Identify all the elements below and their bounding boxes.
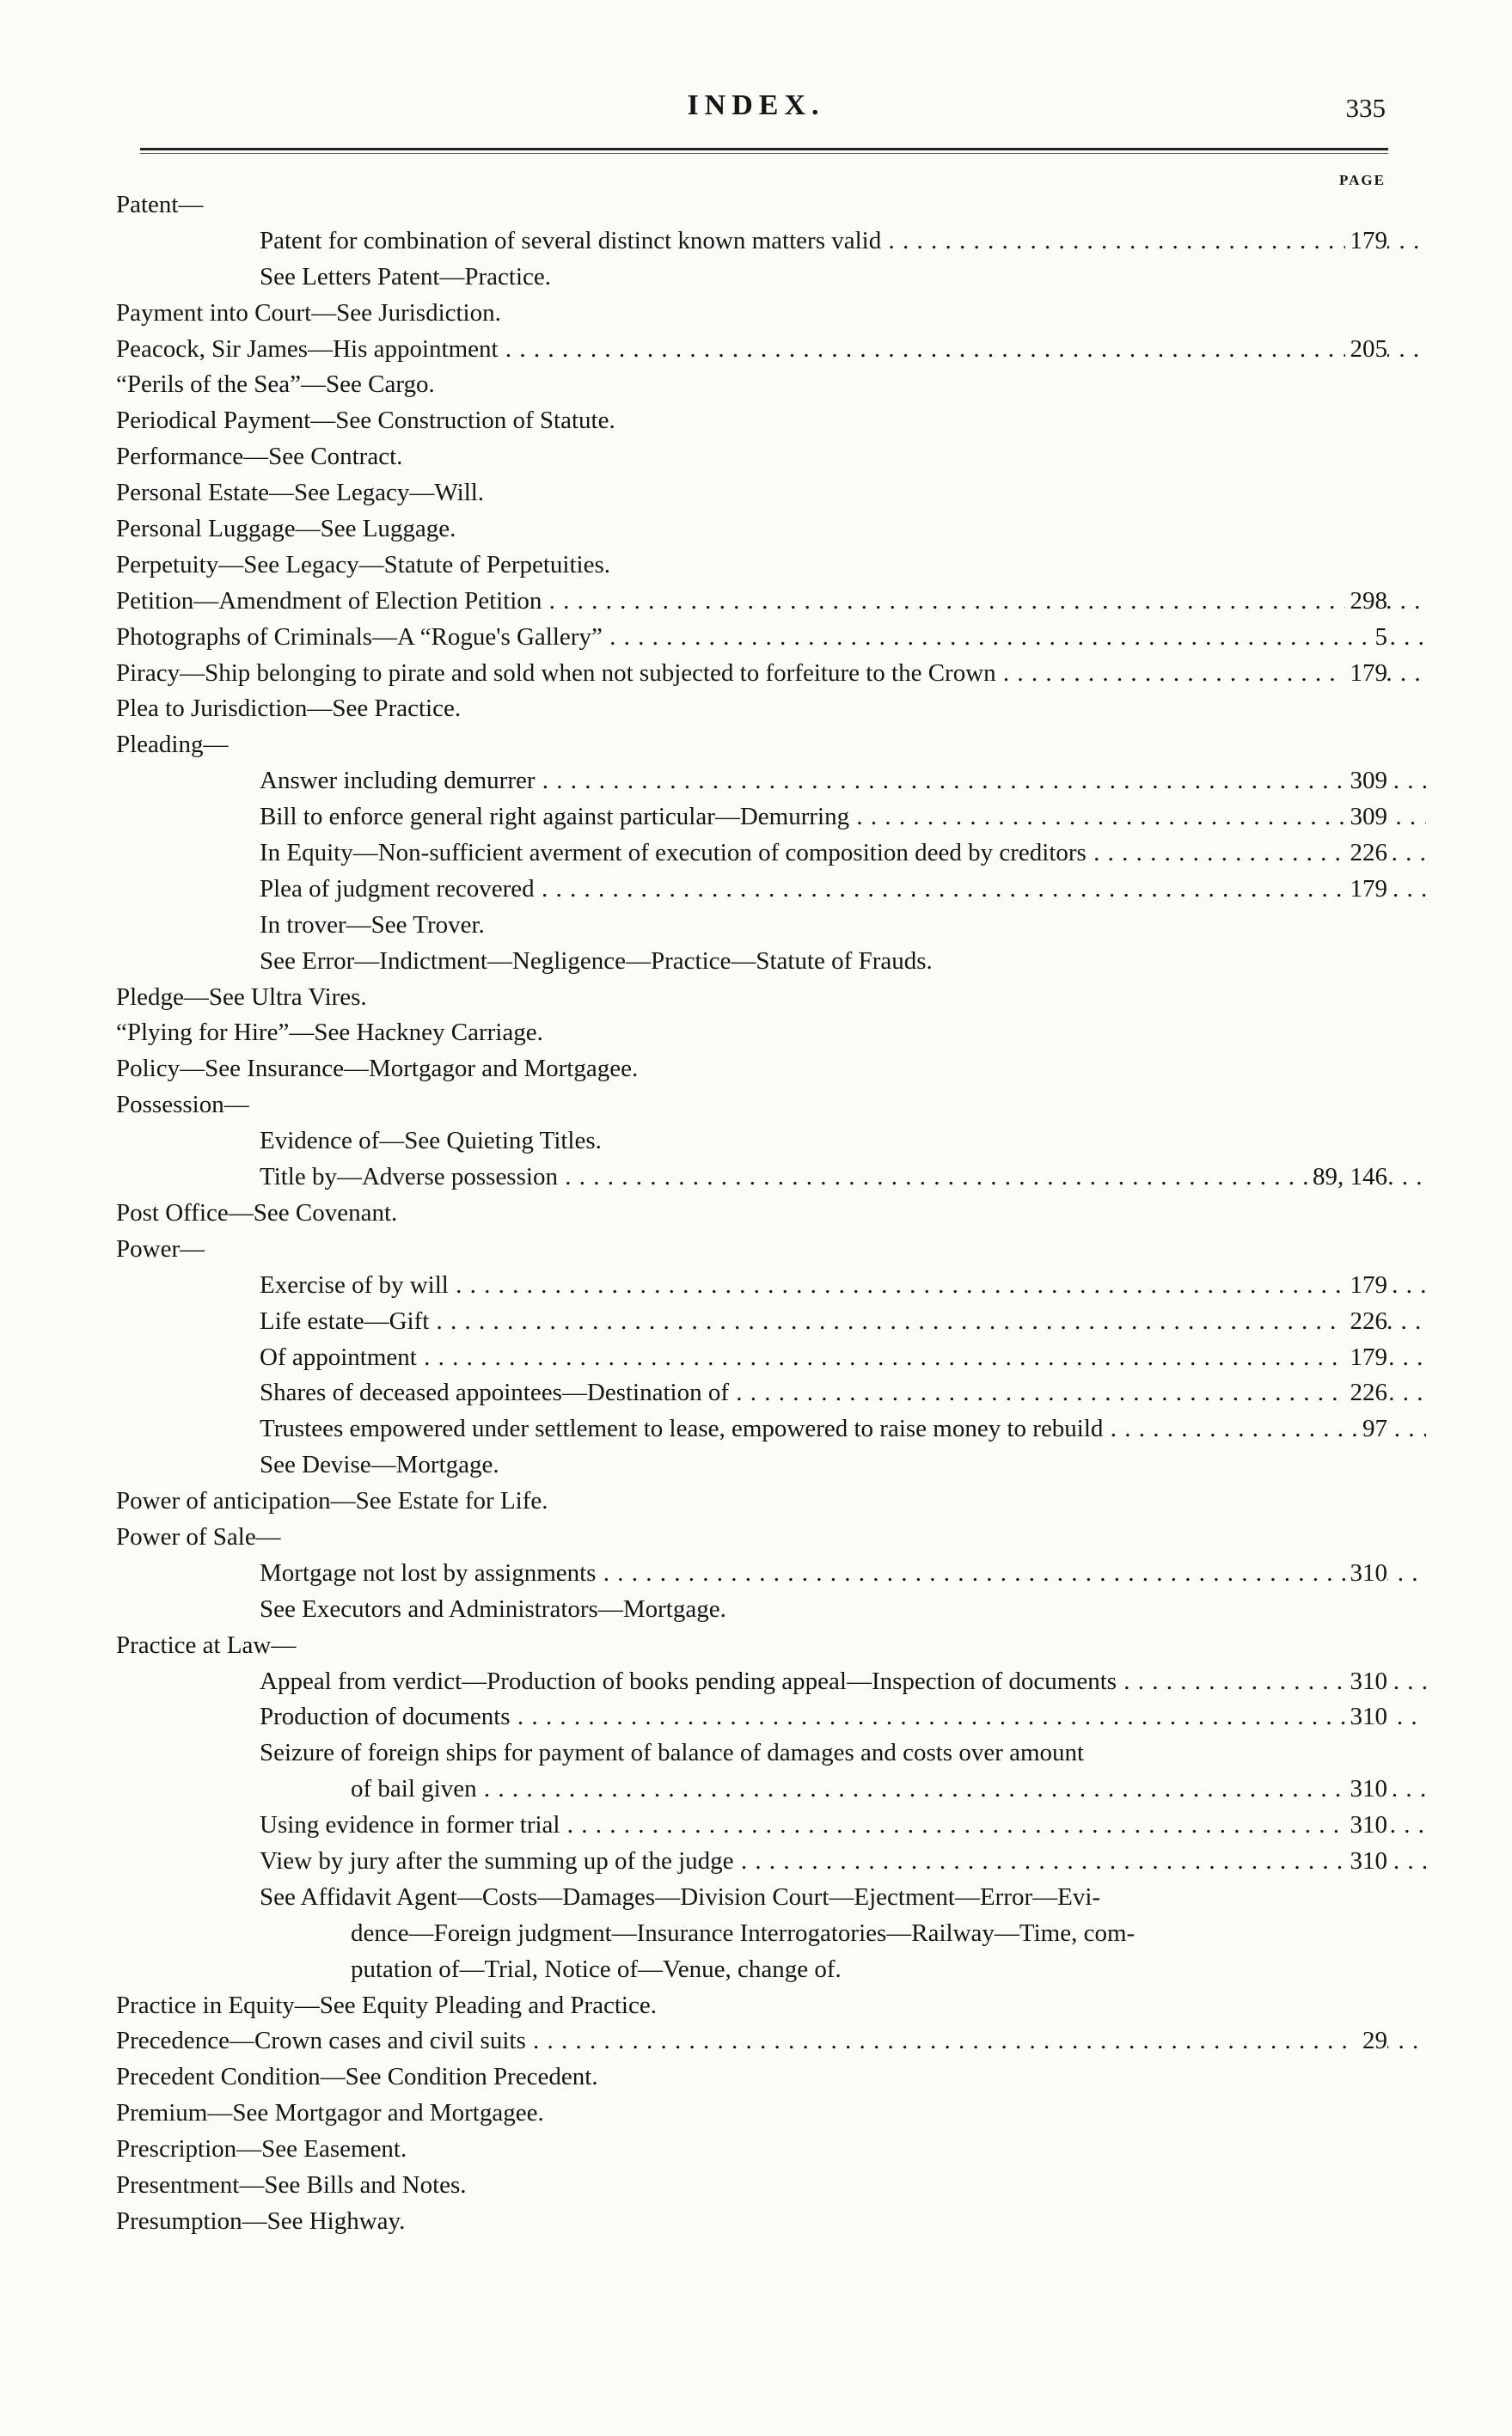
index-entry <box>0 296 1512 332</box>
entry-text: Trustees empowered under settlement to lease, empowered to raise money to rebuild . . . <box>260 1411 1426 1448</box>
entry-text: Shares of deceased appointees—Destination of . . . <box>260 1375 1426 1411</box>
entry-text: Premium—See Mortgagor and Mortgagee. <box>116 2099 544 2127</box>
entry-text: In Equity—Non-sufficient averment of execution of composition deed by creditors . . . <box>260 835 1426 872</box>
entry-text: Answer including demurrer . . . <box>260 763 1426 799</box>
index-entry <box>0 908 1512 944</box>
index-entry <box>0 1232 1512 1268</box>
index-entry <box>0 1699 1512 1735</box>
entry-page: 310 <box>1345 1772 1388 1808</box>
entry-text: In trover—See Trover. <box>260 910 485 939</box>
index-entry <box>0 2168 1512 2204</box>
index-entry <box>0 1015 1512 1051</box>
index-entry <box>0 2023 1512 2060</box>
index-entry <box>0 763 1512 799</box>
entry-text: Title by—Adverse possession . . . <box>260 1160 1426 1196</box>
entry-text: See Executors and Administrators—Mortgage. <box>260 1594 726 1623</box>
entry-text: Life estate—Gift . . . <box>260 1304 1426 1340</box>
entry-text: Personal Luggage—See Luggage. <box>116 515 456 543</box>
entry-text: “Perils of the Sea”—See Cargo. <box>116 370 435 399</box>
index-entry <box>0 475 1512 511</box>
entry-text: Using evidence in former trial . . . <box>260 1808 1426 1844</box>
page-column-label: PAGE <box>1339 172 1386 188</box>
index-entry <box>0 548 1512 584</box>
page-title: INDEX. <box>687 89 825 121</box>
entry-text: See Affidavit Agent—Costs—Damages—Division Court—Ejectment—Error—Evi- <box>260 1882 1101 1911</box>
entry-text: Payment into Court—See Jurisdiction. <box>116 298 501 327</box>
index-entry <box>0 1880 1512 1916</box>
index-entry <box>0 691 1512 727</box>
entry-page: 179 <box>1345 223 1388 260</box>
entry-text: Perpetuity—See Legacy—Statute of Perpetuities. <box>116 550 611 578</box>
entry-page: 310 <box>1345 1699 1388 1735</box>
entry-page: 179 <box>1345 656 1388 692</box>
index-entry <box>0 1628 1512 1664</box>
entry-page: 89, 146 <box>1307 1160 1387 1196</box>
index-entry <box>0 1087 1512 1123</box>
index-entry <box>0 1160 1512 1196</box>
index-entry <box>0 1952 1512 1988</box>
index-entry <box>0 1988 1512 2024</box>
entry-page: 226 <box>1345 835 1388 872</box>
index-entry <box>0 656 1512 692</box>
index-entry <box>0 2204 1512 2240</box>
entry-page: 29 <box>1357 2023 1387 2060</box>
entry-page: 310 <box>1345 1844 1388 1880</box>
entry-text: dence—Foreign judgment—Insurance Interrogatories—Railway—Time, com- <box>351 1919 1136 1947</box>
entry-text: Peacock, Sir James—His appointment . . . <box>116 332 1426 368</box>
index-entry <box>0 2132 1512 2168</box>
index-entry <box>0 1664 1512 1700</box>
index-entry <box>0 1808 1512 1844</box>
entry-page: 179 <box>1345 872 1388 908</box>
index-entry <box>0 223 1512 260</box>
index-entry <box>0 835 1512 872</box>
index-entry <box>0 1340 1512 1376</box>
entry-page: 310 <box>1345 1556 1388 1592</box>
entry-text: Plea of judgment recovered . . . <box>260 872 1426 908</box>
index-entries <box>0 187 1512 2240</box>
entry-page: 310 <box>1345 1664 1388 1700</box>
index-entry <box>0 2096 1512 2132</box>
entry-text: “Plying for Hire”—See Hackney Carriage. <box>116 1019 543 1047</box>
entry-text: Practice in Equity—See Equity Pleading and Practice. <box>116 1991 657 2019</box>
index-entry <box>0 1556 1512 1592</box>
index-entry <box>0 511 1512 548</box>
entry-text: putation of—Trial, Notice of—Venue, change of. <box>351 1955 842 1983</box>
index-entry <box>0 1916 1512 1952</box>
entry-text: Periodical Payment—See Construction of Statute. <box>116 407 615 435</box>
entry-text: Plea to Jurisdiction—See Practice. <box>116 695 462 723</box>
index-entry <box>0 620 1512 656</box>
entry-page: 309 <box>1345 763 1388 799</box>
index-entry <box>0 367 1512 403</box>
entry-text: Pledge—See Ultra Vires. <box>116 982 367 1011</box>
index-entry <box>0 1411 1512 1448</box>
entry-text: Petition—Amendment of Election Petition . . . <box>116 584 1426 620</box>
entry-text: Photographs of Criminals—A “Rogue's Gallery” . . . <box>116 620 1426 656</box>
entry-text: Bill to enforce general right against particular—Demurring . . . <box>260 799 1426 835</box>
entry-page: 226 <box>1345 1304 1388 1340</box>
entry-text: See Letters Patent—Practice. <box>260 262 552 291</box>
index-entry <box>0 1772 1512 1808</box>
entry-page: 298 <box>1345 584 1388 620</box>
entry-text: Of appointment . . . <box>260 1340 1426 1376</box>
index-entry <box>0 584 1512 620</box>
index-entry <box>0 1520 1512 1556</box>
entry-text: Performance—See Contract. <box>116 443 403 471</box>
entry-text: Precedence—Crown cases and civil suits . . . <box>116 2023 1426 2060</box>
index-entry <box>0 1735 1512 1772</box>
entry-text: Power of Sale— <box>116 1522 281 1551</box>
entry-text: See Devise—Mortgage. <box>260 1451 499 1479</box>
index-entry <box>0 1304 1512 1340</box>
entry-text: Production of documents . . . <box>260 1699 1426 1735</box>
entry-page: 97 <box>1357 1411 1387 1448</box>
entry-text: View by jury after the summing up of the judge . . . <box>260 1844 1426 1880</box>
index-entry <box>0 1844 1512 1880</box>
entry-text: Exercise of by will . . . <box>260 1268 1426 1304</box>
index-entry <box>0 1051 1512 1087</box>
entry-text: Pleading— <box>116 731 229 759</box>
entry-page: 205 <box>1345 332 1388 368</box>
entry-text: Post Office—See Covenant. <box>116 1198 398 1227</box>
index-entry <box>0 944 1512 980</box>
entry-page: 310 <box>1345 1808 1388 1844</box>
entry-text: Seizure of foreign ships for payment of balance of damages and costs over amount <box>260 1739 1085 1767</box>
entry-text: Patent for combination of several distinct known matters valid . . . <box>260 223 1426 260</box>
index-entry <box>0 1484 1512 1520</box>
entry-text: Personal Estate—See Legacy—Will. <box>116 479 485 507</box>
entry-text: Presentment—See Bills and Notes. <box>116 2170 467 2199</box>
header-rule <box>140 148 1388 154</box>
entry-text: Presumption—See Highway. <box>116 2206 406 2235</box>
entry-page: 226 <box>1345 1375 1388 1411</box>
index-entry <box>0 260 1512 296</box>
page-number: 335 <box>1345 93 1386 123</box>
entry-text: Power— <box>116 1234 205 1263</box>
index-entry <box>0 403 1512 439</box>
index-entry <box>0 187 1512 223</box>
index-entry <box>0 980 1512 1016</box>
entry-page: 179 <box>1345 1340 1388 1376</box>
entry-page: 179 <box>1345 1268 1388 1304</box>
entry-text: Possession— <box>116 1091 249 1119</box>
index-entry <box>0 439 1512 475</box>
index-entry <box>0 332 1512 368</box>
entry-text: Precedent Condition—See Condition Precedent. <box>116 2063 598 2091</box>
index-entry <box>0 1592 1512 1628</box>
entry-text: Policy—See Insurance—Mortgagor and Mortgagee. <box>116 1055 639 1083</box>
entry-text: See Error—Indictment—Negligence—Practice—Statute of Frauds. <box>260 946 933 975</box>
index-entry <box>0 727 1512 763</box>
index-entry <box>0 799 1512 835</box>
index-entry <box>0 1123 1512 1160</box>
entry-page: 5 <box>1370 620 1388 656</box>
entry-text: Piracy—Ship belonging to pirate and sold when not subjected to forfeiture to the Crown . . . <box>116 656 1426 692</box>
entry-text: Appeal from verdict—Production of books pending appeal—Inspection of documents . . . <box>260 1664 1426 1700</box>
index-entry <box>0 1448 1512 1484</box>
entry-page: 309 <box>1345 799 1388 835</box>
index-entry <box>0 2060 1512 2096</box>
entry-text: Practice at Law— <box>116 1631 297 1659</box>
index-entry <box>0 872 1512 908</box>
entry-text: Prescription—See Easement. <box>116 2135 407 2164</box>
entry-text: of bail given . . . <box>351 1772 1426 1808</box>
entry-text: Mortgage not lost by assignments . . . <box>260 1556 1426 1592</box>
entry-text: Patent— <box>116 191 204 218</box>
entry-text: Evidence of—See Quieting Titles. <box>260 1127 602 1155</box>
index-entry <box>0 1268 1512 1304</box>
entry-text: Power of anticipation—See Estate for Life. <box>116 1487 548 1515</box>
index-entry <box>0 1196 1512 1232</box>
index-entry <box>0 1375 1512 1411</box>
